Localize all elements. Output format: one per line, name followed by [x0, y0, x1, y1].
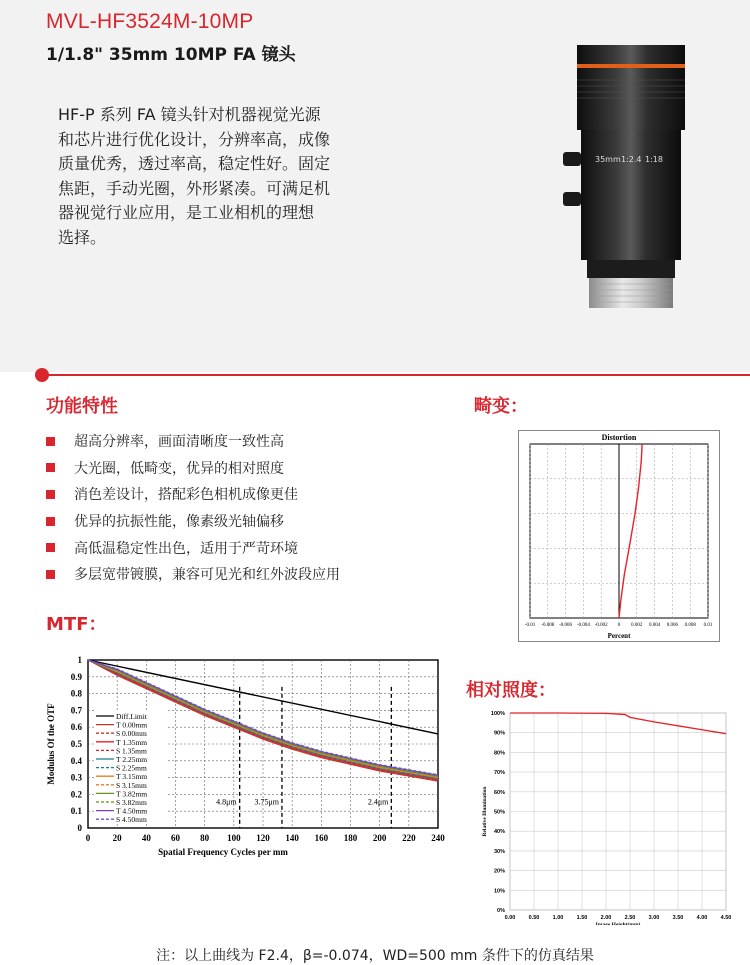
legend-label: S 2.25mm [116, 763, 147, 773]
x-tick-label: 20 [112, 833, 122, 843]
product-model: MVL-HF3524M-10MP [46, 10, 254, 33]
y-tick-label: 0.6 [70, 722, 82, 733]
x-tick-label: 0.008 [684, 623, 696, 628]
legend-label: T 0.00mm [116, 720, 148, 730]
description-line: HF-P 系列 FA 镜头针对机器视觉光源 [58, 105, 321, 124]
y-tick-label: 0.3 [70, 772, 82, 783]
y-tick-label: 70% [493, 770, 505, 777]
lens-c-mount [589, 278, 673, 308]
description-line: 质量优秀，透过率高，稳定性好。固定 [58, 154, 331, 173]
distortion-chart-svg [518, 430, 720, 642]
pixel-size-label: 4.8μm [216, 797, 237, 807]
description-line: 器视觉行业应用，是工业相机的理想 [58, 203, 315, 222]
legend-label: T 3.15mm [116, 772, 148, 782]
x-tick-label: -0.002 [594, 623, 608, 628]
x-tick-label: 0 [617, 623, 621, 628]
y-tick-label: 0.1 [70, 806, 82, 817]
legend-label: T 1.35mm [116, 737, 148, 747]
bullet-square-icon [46, 543, 55, 552]
x-tick-label: 4.00 [696, 915, 708, 921]
bullet-square-icon [46, 570, 55, 579]
x-tick-label: -0.006 [559, 623, 573, 628]
illumination-heading: 相对照度： [466, 680, 556, 701]
feature-item: 优异的抗振性能，像素级光轴偏移 [46, 508, 340, 535]
mtf-heading: MTF： [46, 614, 107, 635]
divider-dot [35, 368, 49, 382]
y-tick-label: 100% [490, 711, 505, 717]
focus-lock-screw [563, 192, 581, 206]
x-tick-label: 3.50 [672, 915, 684, 921]
x-tick-label: 120 [256, 833, 270, 843]
description-line: 选择。 [58, 227, 107, 247]
x-tick-label: 3.00 [648, 915, 660, 921]
description-line: 焦距，手动光圈，外形紧凑。可满足机 [58, 178, 331, 198]
x-tick-label: -0.008 [541, 623, 555, 628]
y-tick-label: 0.9 [70, 671, 82, 682]
lens-focal-marking: 35mm [595, 155, 621, 164]
x-tick-label: 0.01 [703, 623, 713, 628]
x-tick-label: 0.006 [666, 623, 679, 628]
x-tick-label: 0.004 [648, 623, 661, 628]
y-tick-label: 0.8 [70, 688, 82, 699]
footnote: 注：以上曲线为 F2.4，β=-0.074，WD=500 mm 条件下的仿真结果 [156, 948, 594, 964]
lens-aperture-marking: 1:2.4 [621, 155, 642, 164]
legend-label: T 4.50mm [116, 806, 148, 816]
y-tick-label: 50% [493, 809, 505, 816]
y-tick-label: 0.5 [70, 739, 82, 749]
bullet-square-icon [46, 463, 55, 472]
legend-label: S 1.35mm [116, 746, 147, 756]
lens-ratio-marking: 1:18 [645, 155, 663, 164]
y-tick-label: 90% [493, 730, 505, 737]
y-tick-label: 0.4 [70, 755, 82, 766]
x-axis-label: Image Height(mm) [595, 922, 641, 925]
lens-front-ring [577, 45, 685, 67]
bullet-square-icon [46, 490, 55, 499]
lens-rear-ring [587, 260, 675, 278]
y-tick-label: 40% [493, 829, 505, 836]
x-tick-label: 200 [372, 833, 387, 843]
distortion-chart [518, 430, 720, 642]
x-tick-label: 1.50 [576, 915, 588, 921]
illumination-chart [470, 703, 735, 925]
product-subtitle: 1/1.8" 35mm 10MP FA 镜头 [46, 45, 296, 65]
feature-item: 消色差设计，搭配彩色相机成像更佳 [46, 481, 340, 508]
x-axis-label: Percent [607, 632, 631, 640]
x-tick-label: 80 [200, 833, 210, 843]
legend-label: T 3.82mm [116, 789, 148, 799]
chart-title: Distortion [601, 433, 637, 442]
x-tick-label: 220 [402, 833, 416, 843]
feature-item: 多层宽带镀膜，兼容可见光和红外波段应用 [46, 561, 340, 588]
x-tick-label: 0.002 [631, 623, 643, 628]
x-tick-label: 40 [141, 833, 151, 843]
y-tick-label: 0 [77, 823, 82, 833]
x-tick-label: 160 [314, 833, 329, 843]
y-tick-label: 10% [493, 888, 505, 895]
feature-list [46, 428, 340, 588]
pixel-size-label: 3.75μm [254, 797, 279, 807]
legend-label: S 3.15mm [116, 780, 147, 790]
legend-label: S 4.50mm [116, 815, 147, 825]
y-tick-label: 0% [497, 908, 505, 914]
lens-product-image [555, 40, 715, 350]
description-line: 和芯片进行优化设计，分辨率高，成像 [58, 129, 331, 149]
y-axis-label: Relative Illumination [482, 786, 488, 837]
y-tick-label: 0.2 [70, 789, 82, 800]
lens-upper-barrel [577, 68, 685, 130]
lens-orange-stripe [577, 64, 685, 68]
y-tick-label: 0.7 [70, 705, 82, 716]
feature-item: 大光圈，低畸变，优异的相对照度 [46, 455, 340, 482]
x-tick-label: -0.004 [576, 623, 590, 628]
x-tick-label: 4.50 [720, 915, 732, 921]
lens-lower-barrel [581, 190, 681, 260]
x-tick-label: 0 [85, 833, 91, 843]
y-tick-label: 20% [493, 868, 505, 875]
x-tick-label: 140 [285, 833, 299, 843]
x-tick-label: 2.00 [600, 915, 612, 921]
aperture-lock-screw [563, 152, 581, 166]
pixel-size-label: 2.4μm [367, 797, 389, 807]
y-tick-label: 60% [493, 789, 505, 796]
x-tick-label: 240 [431, 833, 445, 843]
y-tick-label: 80% [493, 750, 505, 757]
bullet-square-icon [46, 517, 55, 526]
x-tick-label: 100 [227, 833, 241, 843]
illumination-chart-svg [470, 703, 735, 925]
features-heading: 功能特性 [46, 396, 118, 417]
y-tick-label: 1 [77, 655, 82, 665]
mtf-chart [40, 652, 452, 864]
x-tick-label: 60 [171, 833, 180, 843]
y-tick-label: 30% [493, 848, 505, 855]
x-tick-label: 0.00 [504, 915, 516, 921]
mtf-chart-svg [40, 652, 452, 864]
legend-label: S 3.82mm [116, 798, 147, 807]
x-tick-label: -0.01 [524, 623, 536, 628]
x-tick-label: 0.50 [528, 915, 540, 921]
y-axis-label: Modulus Of the OTF [46, 703, 56, 785]
feature-item: 超高分辨率，画面清晰度一致性高 [46, 428, 340, 455]
distortion-heading: 畸变： [474, 396, 528, 417]
feature-item: 高低温稳定性出色，适用于严苛环境 [46, 534, 340, 561]
legend-label: T 2.25mm [116, 755, 148, 764]
x-tick-label: 2.50 [624, 915, 636, 921]
product-description [58, 103, 378, 250]
bullet-square-icon [46, 437, 55, 446]
section-divider [36, 374, 750, 376]
x-axis-label: Spatial Frequency Cycles per mm [158, 847, 288, 857]
legend-label: S 0.00mm [116, 729, 147, 739]
x-tick-label: 1.00 [552, 915, 564, 921]
x-tick-label: 180 [343, 833, 358, 843]
legend-label: Diff.Limit [116, 712, 147, 721]
